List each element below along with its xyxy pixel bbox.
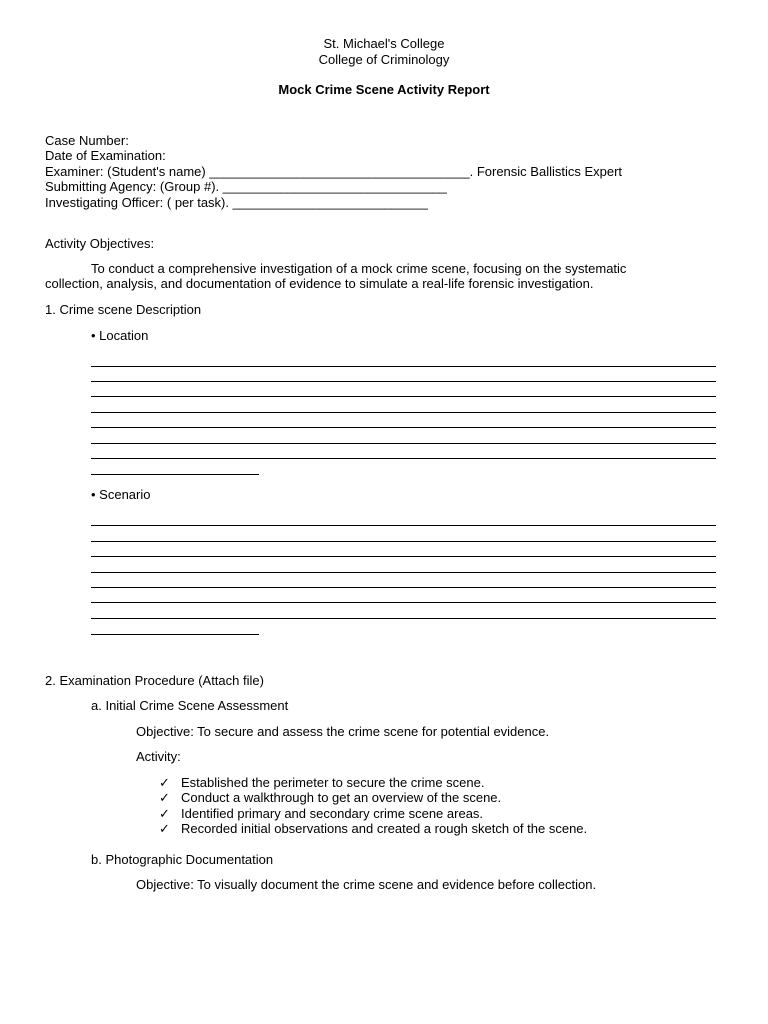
subsection-a-title: a. Initial Crime Scene Assessment: [91, 698, 289, 713]
blank-line: [91, 443, 716, 444]
blank-line: [91, 396, 716, 397]
subsection-b-objective: Objective: To visually document the crime scene and evidence before collection.: [136, 877, 597, 892]
blank-line: [91, 556, 716, 557]
checklist-item: ✓ Conduct a walkthrough to get an overview of the scene.: [159, 790, 502, 805]
blank-line: [91, 412, 716, 413]
section2-heading: 2. Examination Procedure (Attach file): [45, 673, 264, 688]
blank-line: [91, 525, 716, 526]
activity-label: Activity:: [136, 749, 181, 764]
subsection-a-objective: Objective: To secure and assess the crime scene for potential evidence.: [136, 724, 550, 739]
blank-line: [91, 427, 716, 428]
report-title: Mock Crime Scene Activity Report: [278, 82, 490, 97]
checklist-item: ✓ Recorded initial observations and created a rough sketch of the scene.: [159, 821, 588, 836]
blank-line: [91, 458, 716, 459]
agency-line: Submitting Agency: (Group #). _______________________________: [45, 179, 447, 194]
officer-line: Investigating Officer: ( per task). ___________________________: [45, 195, 428, 210]
blank-line: [91, 572, 716, 573]
objectives-text-2: collection, analysis, and documentation of evidence to simulate a real-life forensic investigation.: [45, 276, 594, 291]
blank-line: [91, 634, 259, 635]
check-icon: ✓: [159, 821, 170, 836]
blank-line: [91, 474, 259, 475]
check-icon: ✓: [159, 775, 170, 790]
location-bullet: • Location: [91, 328, 149, 343]
blank-line: [91, 541, 716, 542]
check-icon: ✓: [159, 790, 170, 805]
section1-heading: 1. Crime scene Description: [45, 302, 202, 317]
date-exam-label: Date of Examination:: [45, 148, 166, 163]
scenario-bullet: • Scenario: [91, 487, 151, 502]
department-name: College of Criminology: [318, 52, 450, 67]
blank-line: [91, 602, 716, 603]
blank-line: [91, 366, 716, 367]
subsection-b-title: b. Photographic Documentation: [91, 852, 274, 867]
examiner-line: Examiner: (Student's name) ____________________________________. Forensic Ballistics Expert: [45, 164, 623, 179]
objectives-heading: Activity Objectives:: [45, 236, 155, 251]
objectives-text-1: To conduct a comprehensive investigation of a mock crime scene, focusing on the systematic: [91, 261, 627, 276]
blank-line: [91, 587, 716, 588]
check-icon: ✓: [159, 806, 170, 821]
college-name: St. Michael's College: [323, 36, 445, 51]
case-number-label: Case Number:: [45, 133, 129, 148]
blank-line: [91, 618, 716, 619]
checklist-item: ✓ Identified primary and secondary crime scene areas.: [159, 806, 484, 821]
checklist-item: ✓ Established the perimeter to secure the crime scene.: [159, 775, 485, 790]
blank-line: [91, 381, 716, 382]
